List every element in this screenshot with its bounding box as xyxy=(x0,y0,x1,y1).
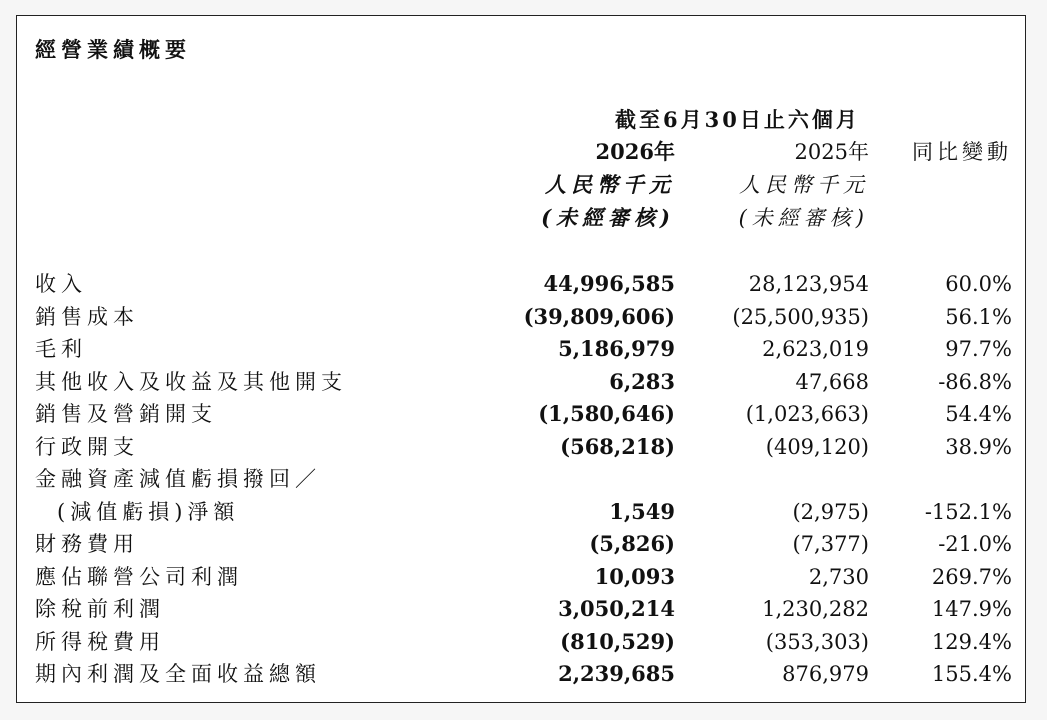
table-row xyxy=(17,431,1025,464)
row-label: 收入 xyxy=(35,272,87,296)
value-current: 6,283 xyxy=(609,368,675,394)
value-change: 269.7% xyxy=(931,564,1012,589)
value-current: 3,050,214 xyxy=(558,596,675,621)
table-row xyxy=(17,366,1025,399)
value-change: -86.8% xyxy=(938,369,1012,394)
table-row xyxy=(17,561,1025,594)
value-change: 38.9% xyxy=(945,434,1012,459)
value-current: 10,093 xyxy=(594,563,675,589)
col-change: 同比變動 xyxy=(912,140,1012,164)
value-current: 5,186,979 xyxy=(558,336,675,361)
row-label: 行政開支 xyxy=(35,434,139,459)
value-current: (39,809,606) xyxy=(523,303,675,329)
row-label: 其他收入及收益及其他開支 xyxy=(35,369,347,394)
table-row xyxy=(17,301,1025,334)
currency-prior: 人民幣千元 xyxy=(739,173,869,197)
value-prior: 2,730 xyxy=(808,564,869,589)
panel-title: 經營業績概要 xyxy=(35,38,191,62)
row-label: 銷售及營銷開支 xyxy=(35,402,217,426)
period-header: 截至6月30日止六個月 xyxy=(615,107,860,132)
table-row xyxy=(17,593,1025,626)
value-prior: (409,120) xyxy=(765,434,869,459)
value-change: -21.0% xyxy=(938,532,1012,556)
col-prior-year: 2025年 xyxy=(794,140,869,164)
audit-current: (未經審核) xyxy=(541,205,675,230)
col-current-year: 2026年 xyxy=(595,139,675,164)
value-current: (5,826) xyxy=(589,531,675,556)
row-label: 金融資產減值虧損撥回／ xyxy=(35,467,321,491)
table-row xyxy=(17,658,1025,691)
value-change: 56.1% xyxy=(945,304,1012,329)
value-current: 1,549 xyxy=(609,498,675,524)
value-prior: (353,303) xyxy=(765,629,869,654)
value-current: 2,239,685 xyxy=(558,661,675,686)
value-current: (568,218) xyxy=(560,433,675,459)
table-row xyxy=(17,463,1025,496)
row-label: 財務費用 xyxy=(35,532,139,556)
value-prior: (7,377) xyxy=(792,532,869,556)
financial-table xyxy=(17,268,1025,691)
audit-prior: (未經審核) xyxy=(738,206,869,230)
value-change: -152.1% xyxy=(924,499,1012,524)
row-label: 除稅前利潤 xyxy=(35,597,165,621)
value-prior: 2,623,019 xyxy=(762,337,869,361)
value-change: 129.4% xyxy=(931,629,1012,654)
value-change: 60.0% xyxy=(945,272,1012,296)
row-label: 應佔聯營公司利潤 xyxy=(35,564,243,589)
table-row xyxy=(17,333,1025,366)
table-row xyxy=(17,528,1025,561)
value-prior: (25,500,935) xyxy=(732,304,869,329)
currency-current: 人民幣千元 xyxy=(545,172,675,197)
value-current: (1,580,646) xyxy=(538,401,675,426)
value-current: 44,996,585 xyxy=(543,271,675,296)
summary-panel xyxy=(16,15,1026,703)
value-prior: 47,668 xyxy=(795,369,869,394)
value-change: 147.9% xyxy=(931,597,1012,621)
table-row xyxy=(17,496,1025,529)
row-label: 期內利潤及全面收益總額 xyxy=(35,662,321,686)
value-prior: 1,230,282 xyxy=(762,597,869,621)
table-row xyxy=(17,268,1025,301)
table-row xyxy=(17,398,1025,431)
value-prior: (1,023,663) xyxy=(745,402,869,426)
value-prior: (2,975) xyxy=(792,499,869,524)
row-label: (減值虧損)淨額 xyxy=(57,499,240,524)
row-label: 毛利 xyxy=(35,337,87,361)
value-change: 155.4% xyxy=(931,662,1012,686)
value-change: 97.7% xyxy=(945,337,1012,361)
row-label: 所得稅費用 xyxy=(35,629,165,654)
table-row xyxy=(17,626,1025,659)
value-prior: 28,123,954 xyxy=(748,272,869,296)
value-prior: 876,979 xyxy=(782,662,869,686)
value-change: 54.4% xyxy=(945,402,1012,426)
row-label: 銷售成本 xyxy=(35,304,139,329)
value-current: (810,529) xyxy=(560,628,675,654)
